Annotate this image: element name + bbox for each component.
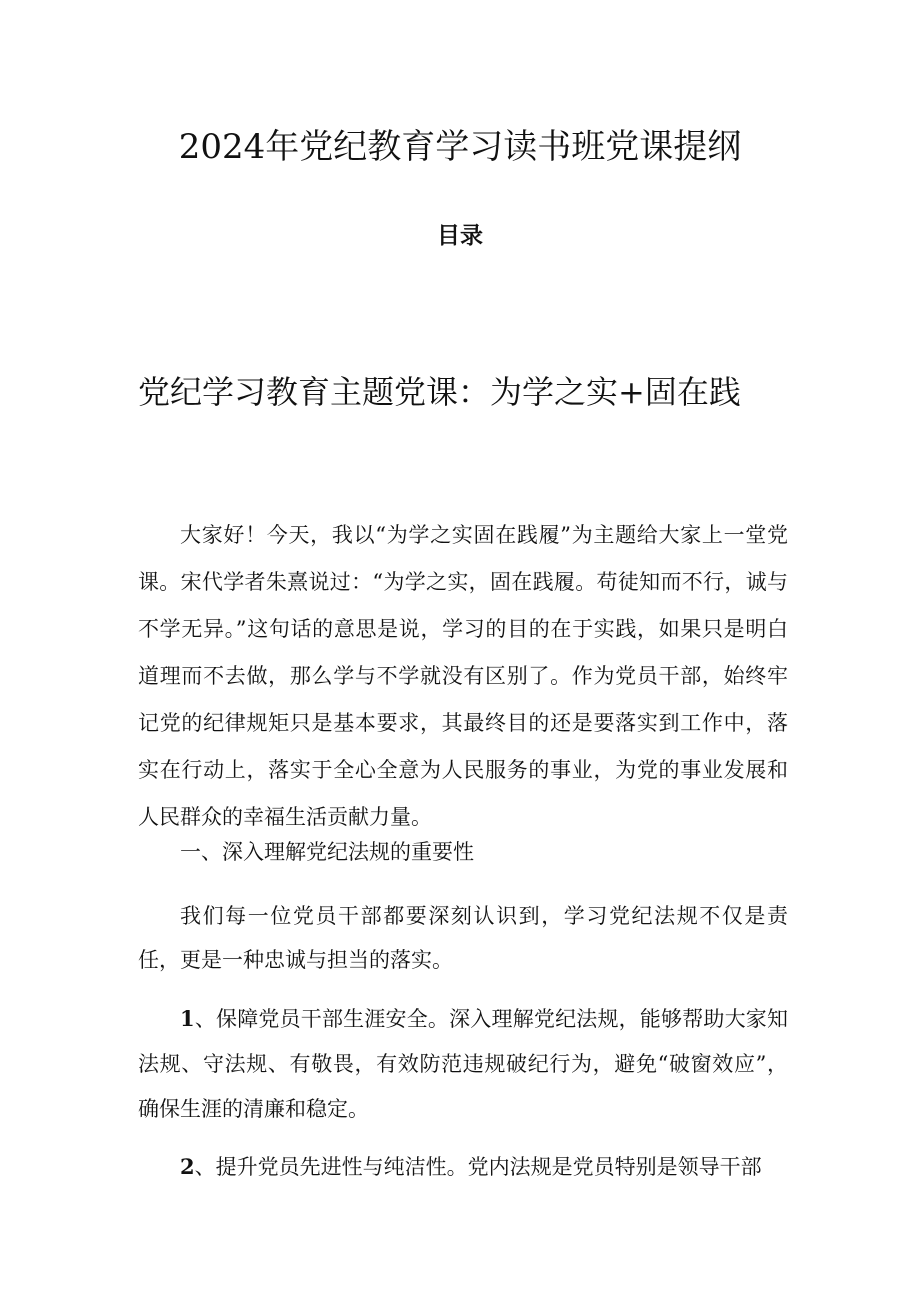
list-item-1-text: 、保障党员干部生涯安全。深入理解党纪法规，能够帮助大家知法规、守法规、有敬畏，有效防范违规破纪行为，避免“破窗效应”，确保生涯的清廉和稳定。: [138, 1007, 788, 1121]
lead-paragraph: 我们每一位党员干部都要深刻认识到，学习党纪法规不仅是责任，更是一种忠诚与担当的落实。: [138, 904, 788, 972]
heading-one: 一、深入理解党纪法规的重要性: [180, 840, 474, 864]
list-item-1-number: 1: [180, 1006, 195, 1031]
list-item-2-number: 2: [180, 1154, 195, 1179]
document-title: 2024年党纪教育学习读书班党课提纲: [178, 127, 742, 167]
list-item-2: [138, 1144, 788, 1190]
table-of-contents-heading: 目录: [437, 223, 483, 249]
intro-paragraph: 大家好！今天，我以“为学之实固在践履”为主题给大家上一堂党课。宋代学者朱熹说过：“为学之实，固在践履。苟徒知而不行，诚与不学无异。”这句话的意思是说，学习的目的在于实践，如果只是明白道理而不去做，那么学与不学就没有区别了。作为党员干部，始终牢记党的纪律规矩只是基本要求，其最终目的还是要落实到工作中，落实在行动上，落实于全心全意为人民服务的事业，为党的事业发展和人民群众的幸福生活贡献力量。: [138, 523, 788, 829]
list-item-2-text: 、提升党员先进性与纯洁性。党内法规是党员特别是领导干部: [194, 1155, 762, 1179]
section-title: 党纪学习教育主题党课：为学之实+固在践: [138, 373, 741, 411]
list-item-1: [138, 996, 788, 1132]
